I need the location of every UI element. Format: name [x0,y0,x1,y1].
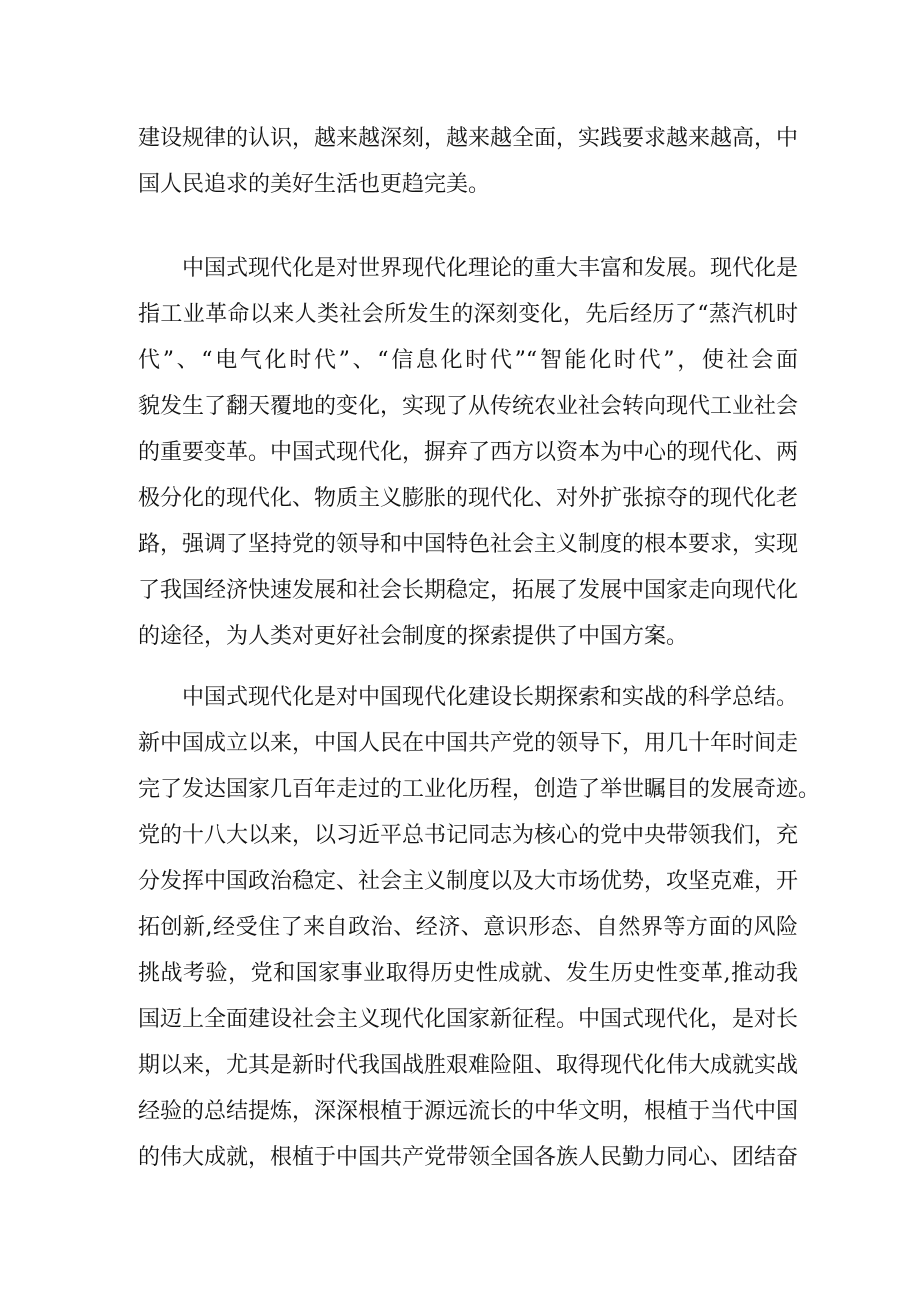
text-line: 了我国经济快速发展和社会长期稳定，拓展了发展中国家走向现代化 [138,578,799,603]
text-line: 中国式现代化是对世界现代化理论的重大丰富和发展。现代化是 [138,256,799,281]
text-line: 新中国成立以来，中国人民在中国共产党的领导下，用几十年时间走 [138,731,799,756]
text-line: 指工业革命以来人类社会所发生的深刻变化，先后经历了“蒸汽机时 [138,302,798,327]
text-line: 完了发达国家几百年走过的工业化历程，创造了举世瞩目的发展奇迹。 [138,777,821,802]
text-line: 的途径，为人类对更好社会制度的探索提供了中国方案。 [138,624,689,649]
text-line: 路，强调了坚持党的领导和中国特色社会主义制度的根本要求，实现 [138,532,799,557]
text-line: 建设规律的认识，越来越深刻，越来越全面，实践要求越来越高，中 [138,126,799,151]
text-line: 经验的总结提炼，深深根植于源远流长的中华文明，根植于当代中国 [138,1099,799,1124]
text-line: 拓创新,经受住了来自政治、经济、意识形态、自然界等方面的风险 [138,915,798,940]
text-line: 代”、“电气化时代”、“信息化时代”“智能化时代”，使社会面 [138,348,798,373]
text-line: 国迈上全面建设社会主义现代化国家新征程。中国式现代化，是对长 [138,1007,799,1032]
text-line: 中国式现代化是对中国现代化建设长期探索和实战的科学总结。 [138,685,799,710]
text-line: 分发挥中国政治稳定、社会主义制度以及大市场优势，攻坚克难，开 [138,869,799,894]
paragraph-3 [138,675,821,1181]
paragraph-1 [138,116,798,208]
text-line: 极分化的现代化、物质主义膨胀的现代化、对外扩张掠夺的现代化老 [138,486,799,511]
text-line: 国人民追求的美好生活也更趋完美。 [138,172,491,197]
text-line: 党的十八大以来，以习近平总书记同志为核心的党中央带领我们，充 [138,823,799,848]
text-line: 挑战考验，党和国家事业取得历史性成就、发生历史性变革,推动我 [138,961,798,986]
paragraph-2 [138,246,798,660]
text-line: 的重要变革。中国式现代化，摒弃了西方以资本为中心的现代化、两 [138,440,799,465]
text-line: 期以来，尤其是新时代我国战胜艰难险阻、取得现代化伟大成就实战 [138,1053,799,1078]
text-line: 的伟大成就，根植于中国共产党带领全国各族人民勤力同心、团结奋 [138,1145,799,1170]
text-line: 貌发生了翻天覆地的变化，实现了从传统农业社会转向现代工业社会 [138,394,799,419]
